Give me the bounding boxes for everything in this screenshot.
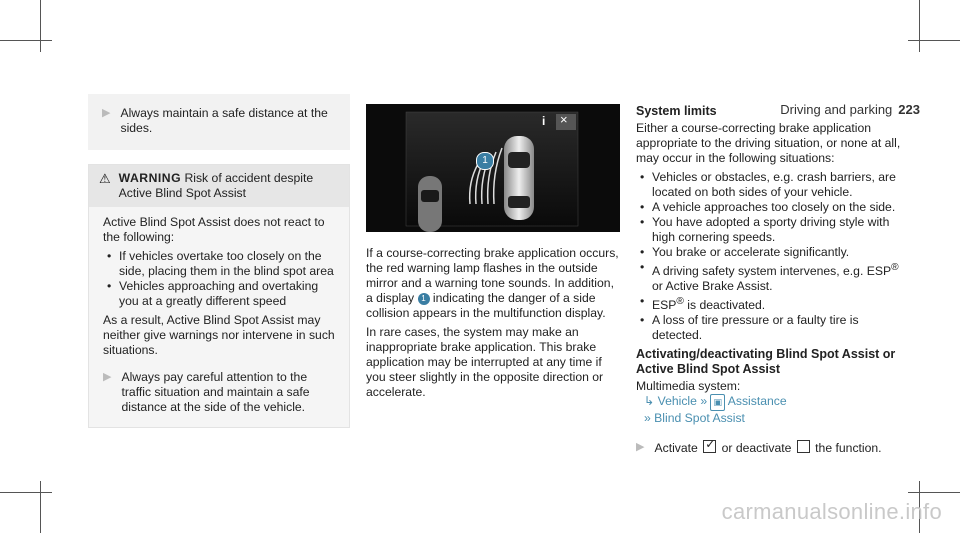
multimedia-label: Multimedia system: [636, 379, 741, 394]
registered-mark: ® [891, 262, 899, 273]
warning-box [88, 164, 350, 428]
warning-label: WARNING [118, 171, 182, 185]
crop-mark [0, 492, 52, 493]
paragraph-1-end: indicating the danger of a side collision appears in the multifunction display. [366, 291, 606, 320]
list-item: • Vehicles or obstacles, e.g. crash barriers, are located on both sides of your vehicle. [636, 170, 902, 200]
paragraph-1-start: If a course-correcting brake application occurs, the red warning lamp flashes in the outside mirror and a warning tone sounds. In addition, a display [366, 246, 619, 305]
list-item [636, 260, 902, 294]
tip-box [88, 94, 350, 150]
limit-5-start: A driving safety system intervenes, e.g. ESP [652, 264, 892, 279]
crop-mark [40, 0, 41, 52]
limits-intro: Either a course-correcting brake application appropriate to the driving situation, or none at all, may occur in the following situations: [636, 121, 901, 165]
esp-label: ESP [652, 298, 677, 313]
crop-mark [908, 492, 960, 493]
paragraph-1 [366, 246, 620, 321]
return-arrow-icon: ↳ [644, 394, 655, 409]
warning-result: As a result, Active Blind Spot Assist may neither give warnings nor intervene in such situations. [103, 313, 335, 357]
menu-vehicle[interactable]: Vehicle [657, 394, 697, 409]
page-number: 223 [898, 102, 920, 117]
play-arrow-icon: ▶ [102, 107, 111, 119]
activate-text [654, 440, 881, 456]
activating-heading: Activating/deactivating Blind Spot Assist or Active Blind Spot Assist [636, 347, 896, 377]
activate-instruction [636, 440, 902, 456]
limits-list [636, 170, 902, 343]
list-item: • Vehicles approaching and overtaking you at a greatly different speed [103, 279, 339, 309]
activate-label: Activate [654, 441, 698, 456]
crop-mark [908, 40, 960, 41]
info-icon: i [542, 114, 546, 128]
list-item [636, 294, 902, 313]
system-limits-heading: System limits [636, 104, 717, 118]
function-label: the function. [815, 441, 882, 456]
menu-blind-spot-assist[interactable]: Blind Spot Assist [654, 411, 745, 426]
callout-1-badge: 1 [418, 293, 430, 305]
list-item: • A loss of tire pressure or a faulty tire is detected. [636, 313, 902, 343]
watermark: carmanualsonline.info [721, 499, 942, 524]
display-illustration [366, 104, 620, 232]
warning-triangle-icon: ⚠ [99, 171, 111, 186]
warning-action [103, 370, 339, 415]
checkbox-empty-icon [797, 440, 810, 453]
paragraph-2: In rare cases, the system may make an inappropriate brake application. This brake application may be interrupted at any time if you steer slightly in the opposite direction or accelerate. [366, 325, 604, 399]
blind-spot-display-figure [366, 104, 620, 232]
play-arrow-icon: ▶ [103, 371, 112, 383]
deactivate-label: or deactivate [721, 441, 792, 456]
menu-path [636, 394, 902, 411]
registered-mark: ® [676, 296, 684, 308]
checkbox-checked-icon [703, 440, 716, 453]
play-arrow-icon: ▶ [636, 441, 645, 454]
double-chevron-icon: » [700, 394, 708, 409]
limit-6-end: is deactivated. [687, 298, 766, 313]
list-item: • You brake or accelerate significantly. [636, 245, 902, 260]
crop-mark [919, 0, 920, 52]
list-item: • If vehicles overtake too closely on the side, placing them in the blind spot area [103, 249, 339, 279]
menu-path-2 [636, 411, 902, 426]
limit-5-end: or Active Brake Assist. [652, 279, 773, 294]
middle-text [366, 246, 620, 400]
warning-title: Risk of accident despite Active Blind Spot Assist [118, 171, 314, 200]
middle-column [366, 104, 620, 404]
crop-mark [40, 481, 41, 533]
tip-text: Always maintain a safe distance at the sides. [120, 106, 328, 135]
right-column [636, 104, 902, 456]
double-chevron-icon: » [644, 411, 651, 426]
car-assist-icon: ▣ [710, 394, 725, 411]
warning-body [89, 207, 349, 427]
callout-1-badge: 1 [476, 152, 494, 170]
warning-intro: Active Blind Spot Assist does not react to the following: [103, 215, 325, 244]
warning-list [103, 249, 339, 309]
own-car [504, 136, 534, 220]
warning-header [89, 165, 349, 207]
list-item: • A vehicle approaches too closely on the side. [636, 200, 902, 215]
list-item: • You have adopted a sporty driving style with high cornering speeds. [636, 215, 902, 245]
warning-action-text: Always pay careful attention to the traffic situation and maintain a safe distance at the side of the vehicle. [121, 370, 310, 414]
close-icon: × [560, 112, 568, 127]
other-car [418, 176, 442, 232]
section-title: Driving and parking [780, 102, 893, 117]
menu-assistance[interactable]: Assistance [727, 394, 787, 409]
crop-mark [0, 40, 52, 41]
left-column [88, 94, 350, 428]
